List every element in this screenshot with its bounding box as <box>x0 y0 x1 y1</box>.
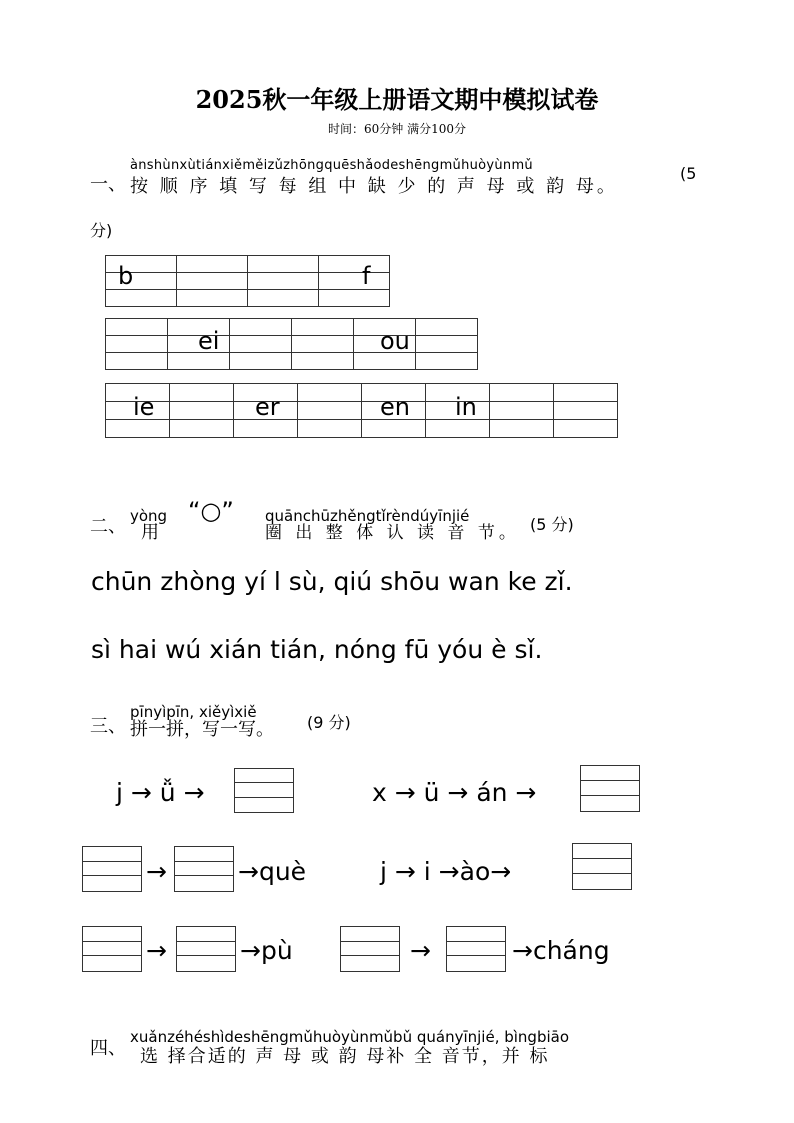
q2-instruction: 圈 出 整 体 认 读 音 节。 <box>265 523 520 543</box>
q3-r2-chain: j → i →ào→ <box>380 857 512 886</box>
q1-r1-cell: f <box>362 262 371 290</box>
q2-pinyin-line-1: chūn zhòng yí l sù, qiú shōu wan ke zǐ. <box>91 567 573 596</box>
q3-writing-box[interactable] <box>446 926 506 972</box>
q1-r3-cell: in <box>455 393 477 421</box>
q3-r2-result: →què <box>238 857 307 886</box>
q1-r3-cell: er <box>255 393 280 421</box>
q3-writing-box[interactable] <box>82 926 142 972</box>
q1-r2-cell: ei <box>198 327 220 355</box>
q2-number: 二、 <box>90 516 126 537</box>
q3-writing-box[interactable] <box>234 768 294 813</box>
q3-r3-result-a: →pù <box>240 936 293 965</box>
q1-r3-cell: ie <box>133 393 155 421</box>
q1-r3-cell: en <box>380 393 410 421</box>
q1-points-a: (5 <box>680 164 697 183</box>
q3-r2-arrow: → <box>146 857 167 886</box>
q3-instruction: 拼一拼，写一写。 <box>130 719 274 740</box>
q2-points: (5 分) <box>530 515 574 534</box>
q1-r2-cell: ou <box>380 327 410 355</box>
q3-writing-box[interactable] <box>572 843 632 890</box>
q2-pinyin-a: yòng <box>130 507 168 525</box>
q3-pinyin: pīnyìpīn, xiěyìxiě <box>130 703 257 721</box>
q1-grid-row2 <box>105 318 478 370</box>
q1-r1-cell: b <box>118 262 134 290</box>
q1-number: 一、 <box>90 174 126 195</box>
q3-writing-box[interactable] <box>82 846 142 892</box>
q3-writing-box[interactable] <box>176 926 236 972</box>
q3-writing-box[interactable] <box>174 846 234 892</box>
q1-points-b: 分) <box>90 221 113 240</box>
q2-text-a: 用 <box>141 522 159 543</box>
q3-number: 三、 <box>90 716 126 737</box>
q3-writing-box[interactable] <box>340 926 400 972</box>
q3-writing-box[interactable] <box>580 765 640 812</box>
circle-mark: “○” <box>188 497 234 525</box>
q3-r1-chain-a: j → ǚ → <box>116 778 205 807</box>
q1-grid-row1 <box>105 255 390 307</box>
q3-r3-arrow: → <box>146 936 167 965</box>
q4-pinyin: xuǎnzéhéshìdeshēngmǔhuòyùnmǔbǔ quányīnjié, bìngbiāo <box>130 1028 570 1046</box>
q3-r3-arrow: → <box>410 936 431 965</box>
page-subtitle: 时间：60分钟 满分100分 <box>328 122 466 136</box>
q3-r1-chain-b: x → ü → án → <box>372 778 537 807</box>
q3-r3-result-b: →cháng <box>512 936 610 965</box>
q2-pinyin-b: quānchūzhěngtǐrèndúyīnjié <box>265 507 470 525</box>
q1-pinyin: ànshùnxùtiánxiěměizǔzhōngquēshǎodeshēngmǔhuòyùnmǔ <box>130 158 533 173</box>
q2-pinyin-line-2: sì hai wú xián tián, nóng fū yóu è sǐ. <box>91 635 543 664</box>
q1-grid-row3 <box>105 383 618 438</box>
q3-points: (9 分) <box>307 713 351 732</box>
q4-number: 四、 <box>90 1038 126 1059</box>
page-title: 2025秋一年级上册语文期中模拟试卷 <box>195 85 599 114</box>
q1-instruction: 按 顺 序 填 写 每 组 中 缺 少 的 声 母 或 韵 母。 <box>130 176 618 197</box>
q4-instruction: 选 择合适的 声 母 或 韵 母补 全 音节，并 标 <box>140 1046 550 1067</box>
